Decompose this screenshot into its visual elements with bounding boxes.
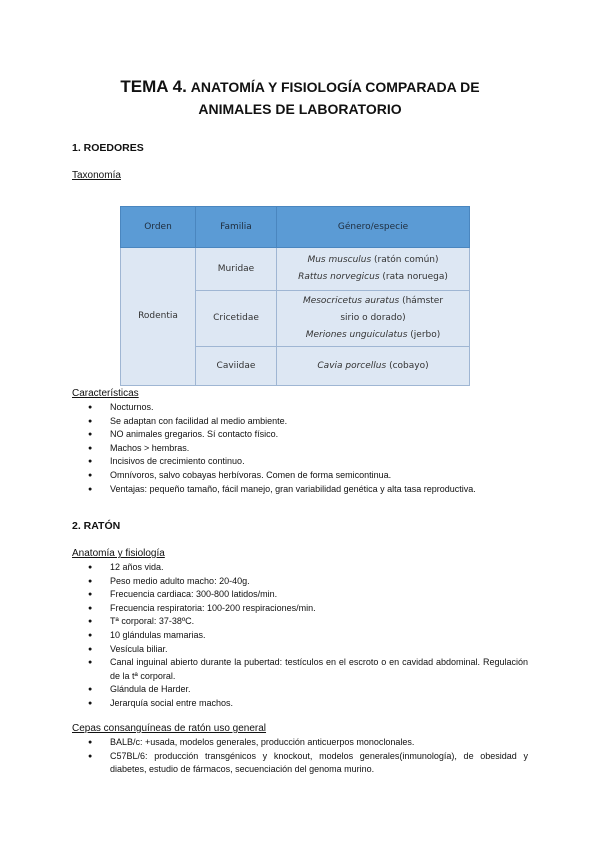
page-title [60, 76, 540, 120]
latin-mesocricetus: Mesocricetus auratus [302, 296, 400, 306]
cell-familia-cricetidae: Cricetidae [196, 291, 277, 347]
list-item: ● Peso medio adulto macho: 20-40g. [72, 575, 528, 589]
list-item: ● Tª corporal: 37-38ºC. [72, 615, 528, 629]
header-familia: Familia [196, 207, 277, 248]
table-row [121, 248, 470, 291]
taxonomia-label: Taxonomía [72, 170, 121, 181]
list-item: ● Nocturnos. [72, 401, 528, 415]
list-item: ● Glándula de Harder. [72, 683, 528, 697]
list-item: ● Frecuencia cardiaca: 300-800 latidos/min. [72, 588, 528, 602]
header-orden: Orden [121, 207, 196, 248]
cell-familia-caviidae: Caviidae [196, 347, 277, 386]
header-genero: Género/especie [277, 207, 470, 248]
common-mus: (ratón común) [371, 255, 439, 265]
caracteristicas-list [72, 401, 528, 496]
list-item: ● 12 años vida. [72, 561, 528, 575]
list-item: ● Canal inguinal abierto durante la pubertad: testículos en el escroto o en cavidad abdominal. Regulación de la tª corporal. [72, 656, 528, 683]
anatomia-label: Anatomía y fisiología [72, 548, 165, 559]
list-item: ● Se adaptan con facilidad al medio ambiente. [72, 415, 528, 429]
title-main: ANATOMÍA Y FISIOLOGÍA COMPARADA DE [190, 79, 480, 95]
common-cavia: (cobayo) [386, 360, 429, 371]
cepas-list [72, 736, 528, 777]
cepas-label: Cepas consanguíneas de ratón uso general [72, 723, 267, 734]
list-item: ● NO animales gregarios. Sí contacto físico. [72, 428, 528, 442]
list-item: ● C57BL/6: producción transgénicos y knockout, modelos generales(inmunología), de obesidad y diabetes, estudio de fármacos, secuenciación del genoma murino. [72, 750, 528, 777]
title-tema: TEMA 4. [120, 77, 187, 96]
anatomia-list [72, 561, 528, 711]
list-item: ● Incisivos de crecimiento continuo. [72, 455, 528, 469]
cell-familia-muridae: Muridae [196, 248, 277, 291]
taxonomy-table [120, 206, 470, 386]
latin-cavia: Cavia porcellus [317, 360, 387, 371]
section-heading-roedores: 1. ROEDORES [72, 142, 144, 154]
latin-rattus: Rattus norvegicus [298, 272, 380, 282]
list-item: ● Jerarquía social entre machos. [72, 697, 528, 711]
cell-especies-muridae [277, 248, 470, 291]
list-item: ● Frecuencia respiratoria: 100-200 respiraciones/min. [72, 602, 528, 616]
title-line-2: ANIMALES DE LABORATORIO [198, 101, 402, 117]
list-item: ● Omnívoros, salvo cobayas herbívoras. Comen de forma semicontinua. [72, 469, 528, 483]
caracteristicas-label: Características [72, 388, 139, 399]
common-mesocricetus: (hámster [399, 296, 444, 306]
common-rattus: (rata noruega) [379, 272, 448, 282]
table-header-row [121, 207, 470, 248]
section-heading-raton: 2. RATÓN [72, 520, 121, 532]
latin-mus: Mus musculus [307, 255, 372, 265]
cell-orden: Rodentia [121, 248, 196, 386]
list-item: ● Ventajas: pequeño tamaño, fácil manejo, gran variabilidad genética y alta tasa reproductiva. [72, 483, 528, 497]
list-item: ● 10 glándulas mamarias. [72, 629, 528, 643]
common-mesocricetus-2: sirio o dorado) [340, 313, 406, 323]
cell-especies-caviidae [277, 347, 470, 386]
list-item: ● Machos > hembras. [72, 442, 528, 456]
list-item: ● BALB/c: +usada, modelos generales, producción anticuerpos monoclonales. [72, 736, 528, 750]
latin-meriones: Meriones unguiculatus [305, 330, 408, 340]
list-item: ● Vesícula biliar. [72, 643, 528, 657]
common-meriones: (jerbo) [407, 330, 441, 340]
cell-especies-cricetidae [277, 291, 470, 347]
